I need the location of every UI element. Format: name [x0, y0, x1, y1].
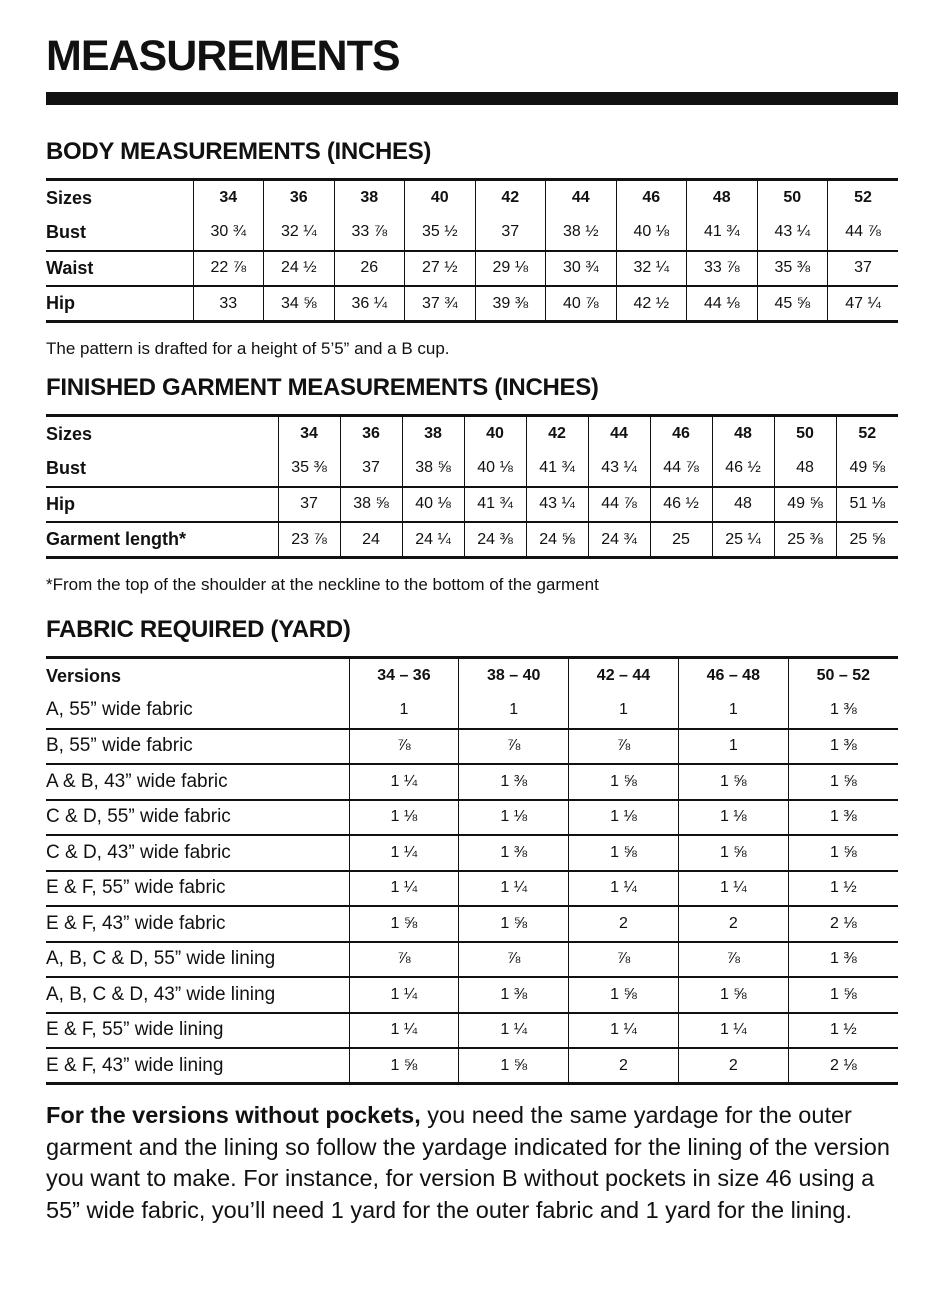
table-cell: 25 ¼	[712, 522, 774, 558]
table-cell: 1 ⅜	[459, 835, 569, 871]
table-cell: 1 ¼	[569, 1013, 679, 1049]
table-cell: 1 ¼	[349, 835, 459, 871]
title-rule	[46, 92, 898, 105]
table-cell: 33 ⅞	[334, 215, 405, 251]
table-header-row	[46, 416, 898, 452]
table-cell: 37	[340, 451, 402, 487]
table-cell: 38 ⅝	[402, 451, 464, 487]
table-cell: 2	[678, 906, 788, 942]
table-cell: 1 ⅝	[678, 764, 788, 800]
column-header-size: 52	[828, 180, 899, 216]
table-cell: 1 ½	[788, 1013, 898, 1049]
table-cell: 24	[340, 522, 402, 558]
table-row	[46, 451, 898, 487]
table-cell: 42 ½	[616, 286, 687, 322]
column-header-size: 46	[616, 180, 687, 216]
table-cell: 1	[569, 693, 679, 729]
table-cell: 25 ⅜	[774, 522, 836, 558]
garment-measurements-note: *From the top of the shoulder at the neckline to the bottom of the garment	[46, 575, 599, 594]
table-cell: 1 ⅜	[459, 977, 569, 1013]
column-header-size: 42	[526, 416, 588, 452]
table-cell: ⅞	[459, 729, 569, 765]
table-row	[46, 693, 898, 729]
row-label: E & F, 55” wide lining	[46, 1019, 224, 1041]
table-cell: 40 ⅞	[546, 286, 617, 322]
table-cell: 46 ½	[712, 451, 774, 487]
column-header-size: 46	[650, 416, 712, 452]
table-cell: 45 ⅝	[757, 286, 828, 322]
table-row	[46, 871, 898, 907]
table-row	[46, 942, 898, 978]
table-cell: 24 ¼	[402, 522, 464, 558]
column-header-size: 50 – 52	[788, 658, 898, 694]
table-row	[46, 251, 898, 287]
row-label: C & D, 55” wide fabric	[46, 806, 231, 828]
column-header-size: 40	[405, 180, 476, 216]
table-cell: 35 ⅜	[278, 451, 340, 487]
table-cell: 1 ⅜	[459, 764, 569, 800]
table-cell: 1	[678, 729, 788, 765]
table-cell: 46 ½	[650, 487, 712, 523]
table-cell: 24 ⅜	[464, 522, 526, 558]
column-header-size: 46 – 48	[678, 658, 788, 694]
table-cell: 30 ¾	[193, 215, 264, 251]
table-cell: 39 ⅜	[475, 286, 546, 322]
table-cell: 1 ⅝	[569, 764, 679, 800]
table-row	[46, 977, 898, 1013]
table-cell: ⅞	[569, 729, 679, 765]
table-row	[46, 764, 898, 800]
table-cell: 36 ¼	[334, 286, 405, 322]
column-header-size: 42	[475, 180, 546, 216]
table-cell: 1 ⅝	[349, 1048, 459, 1084]
column-header-label: Sizes	[46, 423, 93, 444]
footer-text: you need the same yardage for the outer garment and the lining so follow the yardage indicated for the lining of the version you want to make. For instance, for version B without pockets in size 46 using a 55” wide fabric, you’ll need 1 yard for the outer fabric and 1 yard for the lining.	[46, 1102, 890, 1223]
table-cell: 1 ¼	[569, 871, 679, 907]
column-header-size: 44	[546, 180, 617, 216]
table-row	[46, 1013, 898, 1049]
table-cell: 43 ¼	[757, 215, 828, 251]
footer-paragraph	[46, 1100, 906, 1226]
row-label: Waist	[46, 257, 94, 278]
table-row	[46, 800, 898, 836]
garment-measurements-heading: FINISHED GARMENT MEASUREMENTS (INCHES)	[46, 374, 599, 401]
row-label: B, 55” wide fabric	[46, 735, 193, 757]
table-cell: 37	[475, 215, 546, 251]
row-label: E & F, 43” wide lining	[46, 1054, 224, 1076]
body-measurements-note: The pattern is drafted for a height of 5’5” and a B cup.	[46, 339, 450, 358]
table-cell: 51 ⅛	[836, 487, 898, 523]
column-header-size: 34	[278, 416, 340, 452]
table-cell: 32 ¼	[616, 251, 687, 287]
column-header-size: 50	[774, 416, 836, 452]
column-header-size: 34	[193, 180, 264, 216]
table-cell: 41 ¾	[464, 487, 526, 523]
column-header-size: 34 – 36	[349, 658, 459, 694]
column-header-size: 38 – 40	[459, 658, 569, 694]
row-label: Garment length*	[46, 529, 187, 549]
page-title: MEASUREMENTS	[46, 32, 400, 80]
row-label: C & D, 43” wide fabric	[46, 841, 231, 863]
table-cell: 24 ¾	[588, 522, 650, 558]
table-cell: 30 ¾	[546, 251, 617, 287]
table-cell: 22 ⅞	[193, 251, 264, 287]
table-cell: 29 ⅛	[475, 251, 546, 287]
table-cell: 44 ⅞	[828, 215, 899, 251]
table-cell: 44 ⅞	[588, 487, 650, 523]
table-cell: ⅞	[459, 942, 569, 978]
footer-bold-lead: For the versions without pockets,	[46, 1102, 421, 1128]
table-cell: 40 ⅛	[616, 215, 687, 251]
table-row	[46, 215, 898, 251]
table-cell: 33 ⅞	[687, 251, 758, 287]
table-cell: 38 ⅝	[340, 487, 402, 523]
table-cell: 2	[678, 1048, 788, 1084]
table-header-row	[46, 658, 898, 694]
row-label: A, B, C & D, 55” wide lining	[46, 948, 276, 970]
row-label: E & F, 55” wide fabric	[46, 877, 226, 899]
table-cell: ⅞	[678, 942, 788, 978]
table-cell: 49 ⅝	[774, 487, 836, 523]
row-label: Bust	[46, 457, 86, 478]
table-cell: 1 ⅝	[678, 977, 788, 1013]
table-cell: 1 ¼	[349, 764, 459, 800]
garment-measurements-table	[46, 414, 898, 559]
table-cell: 1 ⅛	[349, 800, 459, 836]
table-cell: 38 ½	[546, 215, 617, 251]
table-row	[46, 286, 898, 322]
table-cell: 44 ⅞	[650, 451, 712, 487]
table-cell: 1	[459, 693, 569, 729]
row-label: Hip	[46, 293, 75, 313]
table-cell: 1 ¼	[349, 871, 459, 907]
column-header-label: Sizes	[46, 187, 93, 208]
table-cell: 49 ⅝	[836, 451, 898, 487]
table-cell: 1 ¼	[678, 871, 788, 907]
table-cell: 1 ¼	[349, 977, 459, 1013]
row-label: E & F, 43” wide fabric	[46, 912, 226, 934]
table-cell: 1 ⅝	[788, 977, 898, 1013]
table-cell: 1 ⅝	[569, 977, 679, 1013]
fabric-required-table	[46, 656, 898, 1085]
table-cell: 1 ⅝	[788, 835, 898, 871]
table-cell: 40 ⅛	[402, 487, 464, 523]
table-cell: 43 ¼	[526, 487, 588, 523]
column-header-size: 40	[464, 416, 526, 452]
table-cell: 1 ⅝	[569, 835, 679, 871]
body-measurements-heading: BODY MEASUREMENTS (INCHES)	[46, 138, 432, 165]
table-row	[46, 906, 898, 942]
table-cell: 24 ½	[264, 251, 335, 287]
column-header-size: 48	[687, 180, 758, 216]
table-cell: 2	[569, 906, 679, 942]
column-header-size: 38	[402, 416, 464, 452]
table-cell: 2 ⅛	[788, 906, 898, 942]
table-cell: 1 ⅛	[569, 800, 679, 836]
table-row	[46, 1048, 898, 1084]
table-cell: 1 ¼	[678, 1013, 788, 1049]
table-cell: 26	[334, 251, 405, 287]
table-cell: 1 ⅝	[349, 906, 459, 942]
table-cell: ⅞	[569, 942, 679, 978]
table-cell: 1 ⅛	[459, 800, 569, 836]
column-header-size: 42 – 44	[569, 658, 679, 694]
column-header-size: 38	[334, 180, 405, 216]
table-row	[46, 487, 898, 523]
table-cell: 1 ⅜	[788, 693, 898, 729]
column-header-size: 48	[712, 416, 774, 452]
table-cell: 1 ½	[788, 871, 898, 907]
table-cell: 43 ¼	[588, 451, 650, 487]
table-cell: 40 ⅛	[464, 451, 526, 487]
table-cell: 1 ⅝	[678, 835, 788, 871]
row-label: Hip	[46, 493, 75, 514]
table-header-row	[46, 180, 898, 216]
table-cell: 23 ⅞	[278, 522, 340, 558]
row-label: A, 55” wide fabric	[46, 699, 193, 721]
table-cell: 1 ⅜	[788, 942, 898, 978]
table-cell: ⅞	[349, 942, 459, 978]
column-header-label: Versions	[46, 665, 122, 686]
table-cell: 35 ½	[405, 215, 476, 251]
table-cell: 1 ⅝	[788, 764, 898, 800]
table-cell: 1 ⅜	[788, 729, 898, 765]
table-cell: 27 ½	[405, 251, 476, 287]
table-cell: 48	[712, 487, 774, 523]
table-cell: 2	[569, 1048, 679, 1084]
table-cell: 1 ⅛	[678, 800, 788, 836]
table-cell: 34 ⅝	[264, 286, 335, 322]
table-cell: 1 ¼	[459, 1013, 569, 1049]
table-cell: 1	[678, 693, 788, 729]
table-cell: 1 ⅝	[459, 1048, 569, 1084]
column-header-size: 50	[757, 180, 828, 216]
table-cell: 1	[349, 693, 459, 729]
table-cell: 1 ⅝	[459, 906, 569, 942]
column-header-size: 36	[340, 416, 402, 452]
row-label: A & B, 43” wide fabric	[46, 770, 228, 792]
table-cell: 48	[774, 451, 836, 487]
table-cell: 1 ¼	[349, 1013, 459, 1049]
table-cell: ⅞	[349, 729, 459, 765]
table-cell: 33	[193, 286, 264, 322]
table-cell: 44 ⅛	[687, 286, 758, 322]
table-row	[46, 522, 898, 558]
table-cell: 1 ¼	[459, 871, 569, 907]
table-cell: 2 ⅛	[788, 1048, 898, 1084]
table-cell: 37	[278, 487, 340, 523]
table-cell: 37	[828, 251, 899, 287]
table-row	[46, 835, 898, 871]
row-label: Bust	[46, 221, 86, 242]
table-cell: 32 ¼	[264, 215, 335, 251]
table-cell: 25 ⅝	[836, 522, 898, 558]
row-label: A, B, C & D, 43” wide lining	[46, 983, 276, 1005]
column-header-size: 52	[836, 416, 898, 452]
column-header-size: 36	[264, 180, 335, 216]
table-cell: 47 ¼	[828, 286, 899, 322]
table-cell: 37 ¾	[405, 286, 476, 322]
table-cell: 25	[650, 522, 712, 558]
column-header-size: 44	[588, 416, 650, 452]
fabric-required-heading: FABRIC REQUIRED (YARD)	[46, 616, 351, 643]
table-cell: 24 ⅝	[526, 522, 588, 558]
table-cell: 1 ⅜	[788, 800, 898, 836]
table-cell: 41 ¾	[687, 215, 758, 251]
table-row	[46, 729, 898, 765]
table-cell: 35 ⅜	[757, 251, 828, 287]
table-cell: 41 ¾	[526, 451, 588, 487]
body-measurements-table	[46, 178, 898, 323]
